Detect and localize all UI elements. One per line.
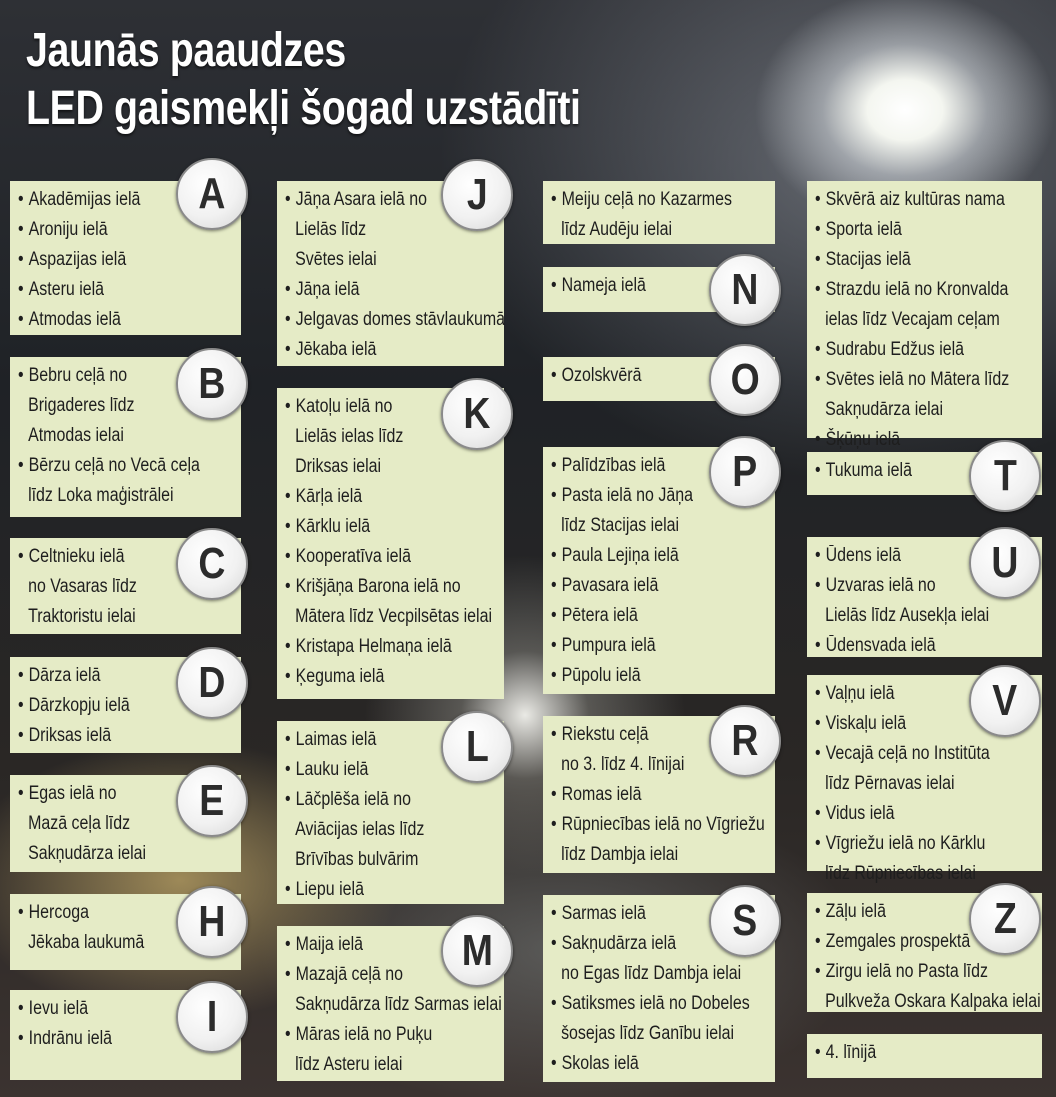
street-item <box>551 1049 736 1079</box>
street-item-line: Sakņudārza ielai <box>28 843 147 864</box>
street-item <box>551 780 736 810</box>
street-item-line: • Bebru ceļā no <box>18 361 202 391</box>
letter-badge-label: U <box>991 538 1019 587</box>
street-item-line: • Zemgales prospektā <box>815 927 1002 957</box>
street-item <box>285 392 466 482</box>
street-item <box>18 542 202 632</box>
street-item-line: • Stacijas ielā <box>815 245 1002 275</box>
letter-badge-label: O <box>730 355 760 404</box>
street-item-line: • Ievu ielā <box>18 994 202 1024</box>
street-item-line: • Aspazijas ielā <box>18 245 202 275</box>
letter-badge-s <box>709 885 781 957</box>
street-item-line: • Ūdens ielā <box>815 541 1002 571</box>
street-item-line: • Sudrabu Edžus ielā <box>815 335 1002 365</box>
street-item <box>285 512 466 542</box>
street-item-line: • Liepu ielā <box>285 875 466 905</box>
street-item-line: Lielās līdz Ausekļa ielai <box>825 605 990 626</box>
street-item-line: • Vaļņu ielā <box>815 679 1002 709</box>
street-item <box>551 929 742 989</box>
street-item-line: • Riekstu ceļā <box>551 720 736 750</box>
street-item <box>551 601 736 631</box>
street-item-line: • Tukuma ielā <box>815 456 1002 486</box>
street-item-line: • Mazajā ceļā no <box>285 960 466 990</box>
street-item-line: • 4. līnijā <box>815 1038 1002 1068</box>
street-item-line: Jēkaba laukumā <box>28 932 145 953</box>
street-item <box>285 572 493 632</box>
street-item <box>815 425 1002 455</box>
street-item-line: Aviācijas ielas līdz <box>295 819 425 840</box>
street-item <box>815 365 1010 425</box>
letter-badge-c <box>176 528 248 600</box>
street-item-line: • Romas ielā <box>551 780 736 810</box>
letter-badge-label: V <box>992 676 1018 725</box>
letter-badge-b <box>176 348 248 420</box>
street-item-line: šosejas līdz Ganību ielai <box>561 1023 735 1044</box>
letter-badge-m <box>441 915 513 987</box>
street-item <box>551 185 736 245</box>
street-item <box>815 215 1002 245</box>
street-item-line: • Lāčplēša ielā no <box>285 785 466 815</box>
letter-badge-j <box>441 159 513 231</box>
street-item-line: • Aroniju ielā <box>18 215 202 245</box>
letter-badge-label: K <box>463 389 491 438</box>
street-item <box>18 305 202 335</box>
headline-line-1: Jaunās paaudzes <box>26 24 346 77</box>
street-item <box>551 451 736 481</box>
street-item-line: • Jēkaba ielā <box>285 335 466 365</box>
street-item <box>285 662 466 692</box>
headline-line-2: LED gaismekļi šogad uzstādīti <box>26 82 581 135</box>
street-item-line: • Svētes ielā no Mātera līdz <box>815 365 1002 395</box>
letter-badge-label: L <box>465 722 489 771</box>
street-item-line: • Ķeguma ielā <box>285 662 466 692</box>
street-item-line: • Lauku ielā <box>285 755 466 785</box>
letter-badge-o <box>709 344 781 416</box>
street-item <box>551 661 736 691</box>
street-item <box>815 957 1041 1017</box>
street-item <box>285 875 466 905</box>
letter-badge-v <box>969 665 1041 737</box>
street-item <box>18 215 202 245</box>
street-item-line: • Pasta ielā no Jāņa <box>551 481 736 511</box>
street-item <box>551 989 750 1049</box>
street-item-line: Atmodas ielai <box>28 425 124 446</box>
street-item <box>551 631 736 661</box>
street-item <box>18 898 202 958</box>
street-item-line: Brigaderes līdz <box>28 395 135 416</box>
street-item-line: Driksas ielai <box>295 456 382 477</box>
street-item <box>18 721 202 751</box>
headline <box>26 22 581 138</box>
street-item-line: līdz Loka maģistrālei <box>28 485 174 506</box>
letter-badge-label: A <box>198 169 226 218</box>
street-item <box>285 275 466 305</box>
street-item-line: • Jelgavas domes stāvlaukumā <box>285 305 466 335</box>
street-item-line: • Pētera ielā <box>551 601 736 631</box>
street-item <box>18 185 202 215</box>
street-item <box>551 361 736 391</box>
street-item <box>551 271 736 301</box>
street-item-line: līdz Dambja ielai <box>561 844 679 865</box>
street-item-line: • Māras ielā no Puķu <box>285 1020 466 1050</box>
street-item <box>285 1020 466 1080</box>
letter-badge-n <box>709 254 781 326</box>
letter-badge-k <box>441 378 513 450</box>
letter-badge-e <box>176 765 248 837</box>
street-item <box>18 994 202 1024</box>
street-item-line: • Skvērā aiz kultūras nama <box>815 185 1002 215</box>
street-item-line: no Vasaras līdz <box>28 576 137 597</box>
letter-badge-d <box>176 647 248 719</box>
street-item-line: Mazā ceļa līdz <box>28 813 131 834</box>
letter-badge-a <box>176 158 248 230</box>
street-item <box>815 1038 1002 1068</box>
letter-badge-label: S <box>732 896 758 945</box>
street-item-line: no 3. līdz 4. līnijai <box>561 754 685 775</box>
street-item-line: • Rūpniecības ielā no Vīgriežu <box>551 810 736 840</box>
street-item-line: • Kārļa ielā <box>285 482 466 512</box>
letter-badge-label: E <box>199 776 225 825</box>
street-item-line: • Vidus ielā <box>815 799 1002 829</box>
street-item <box>285 632 466 662</box>
street-item <box>285 725 466 755</box>
street-item-line: • Pūpolu ielā <box>551 661 736 691</box>
street-item-line: • Zāļu ielā <box>815 897 1002 927</box>
letter-badge-t <box>969 440 1041 512</box>
street-item-line: • Palīdzības ielā <box>551 451 736 481</box>
street-item <box>285 335 466 365</box>
street-item <box>815 829 1002 889</box>
street-item-line: • Celtnieku ielā <box>18 542 202 572</box>
street-item <box>815 739 1002 799</box>
street-item-line: • Katoļu ielā no <box>285 392 466 422</box>
letter-section-s2 <box>807 181 1042 450</box>
street-item-line: • Jāņa Asara ielā no <box>285 185 466 215</box>
street-item <box>815 275 1009 335</box>
street-item <box>18 361 202 451</box>
street-item-line: • Kārklu ielā <box>285 512 466 542</box>
street-item-line: Sakņudārza ielai <box>825 399 944 420</box>
street-item-line: ielas līdz Vecajam ceļam <box>825 309 1000 330</box>
street-item <box>285 960 502 1020</box>
street-item <box>285 482 466 512</box>
street-item <box>285 785 466 875</box>
street-item-line: līdz Rūpniecības ielai <box>825 863 976 884</box>
street-item <box>815 185 1005 215</box>
street-item-line: Svētes ielai <box>295 249 377 270</box>
street-item-line: • Sakņudārza ielā <box>551 929 736 959</box>
street-item-line: • Pumpura ielā <box>551 631 736 661</box>
street-item-line: • Krišjāņa Barona ielā no <box>285 572 466 602</box>
street-item-line: • Dārzkopju ielā <box>18 691 202 721</box>
street-item <box>551 541 736 571</box>
street-item-line: • Bērzu ceļā no Vecā ceļa <box>18 451 202 481</box>
letter-badge-label: H <box>198 897 226 946</box>
street-item-line: • Vīgriežu ielā no Kārklu <box>815 829 1002 859</box>
street-item-line: • Kristapa Helmaņa ielā <box>285 632 466 662</box>
street-item <box>18 691 202 721</box>
letter-badge-p <box>709 436 781 508</box>
street-item-line: līdz Stacijas ielai <box>561 515 680 536</box>
street-item <box>815 335 1002 365</box>
street-item <box>285 305 506 335</box>
letter-badge-label: J <box>466 170 488 219</box>
street-item-line: • Nameja ielā <box>551 271 736 301</box>
street-item-line: līdz Asteru ielai <box>295 1054 403 1075</box>
street-list <box>543 181 775 245</box>
street-item <box>18 245 202 275</box>
letter-badge-label: P <box>732 447 758 496</box>
street-item-line: • Skolas ielā <box>551 1049 736 1079</box>
street-item <box>815 631 1002 661</box>
street-item-line: • Driksas ielā <box>18 721 202 751</box>
street-item-line: • Strazdu ielā no Kronvalda <box>815 275 1002 305</box>
street-list <box>807 1034 1042 1068</box>
letter-badge-z <box>969 883 1041 955</box>
street-item-line: Brīvības bulvārim <box>295 849 419 870</box>
letter-badge-r <box>709 705 781 777</box>
letter-badge-label: D <box>198 658 226 707</box>
street-item-line: • Jāņa ielā <box>285 275 466 305</box>
street-item <box>815 799 1002 829</box>
street-item <box>285 930 466 960</box>
letter-badge-label: I <box>206 992 218 1041</box>
letter-badge-i <box>176 981 248 1053</box>
letter-badge-label: B <box>198 359 226 408</box>
letter-badge-label: R <box>731 716 759 765</box>
street-item-line: • Akadēmijas ielā <box>18 185 202 215</box>
street-item-line: • Viskaļu ielā <box>815 709 1002 739</box>
street-item-line: • Asteru ielā <box>18 275 202 305</box>
letter-badge-l <box>441 711 513 783</box>
letter-badge-label: N <box>731 265 759 314</box>
street-item-line: • Sarmas ielā <box>551 899 736 929</box>
street-item <box>18 661 202 691</box>
street-item <box>551 720 736 780</box>
street-item-line: • Egas ielā no <box>18 779 202 809</box>
street-item-line: • Ūdensvada ielā <box>815 631 1002 661</box>
letter-badge-h <box>176 886 248 958</box>
street-item <box>18 1024 202 1054</box>
street-item-line: Mātera līdz Vecpilsētas ielai <box>295 606 493 627</box>
letter-badge-label: Z <box>993 894 1017 943</box>
street-item <box>551 899 736 929</box>
street-item-line: • Atmodas ielā <box>18 305 202 335</box>
street-item-line: • Sporta ielā <box>815 215 1002 245</box>
street-list <box>807 181 1042 455</box>
street-item-line: • Hercoga <box>18 898 202 928</box>
letter-section-z2 <box>807 1034 1042 1078</box>
street-item-line: • Vecajā ceļā no Institūta <box>815 739 1002 769</box>
street-item-line: Sakņudārza līdz Sarmas ielai <box>295 994 502 1015</box>
street-item <box>18 275 202 305</box>
street-item-line: Traktoristu ielai <box>28 606 136 627</box>
street-item <box>18 451 202 511</box>
street-item-line: no Egas līdz Dambja ielai <box>561 963 742 984</box>
street-item <box>815 245 1002 275</box>
street-item-line: līdz Audēju ielai <box>561 219 672 240</box>
street-item-line: • Maija ielā <box>285 930 466 960</box>
street-item <box>285 755 466 785</box>
street-item-line: • Šķūņu ielā <box>815 425 1002 455</box>
street-item-line: • Laimas ielā <box>285 725 466 755</box>
street-item-line: • Pavasara ielā <box>551 571 736 601</box>
street-item-line: Lielās ielas līdz <box>295 426 404 447</box>
street-item <box>285 185 466 275</box>
street-item-line: • Indrānu ielā <box>18 1024 202 1054</box>
letter-section-m2 <box>543 181 775 244</box>
letter-badge-label: T <box>993 451 1017 500</box>
street-item-line: • Uzvaras ielā no <box>815 571 1002 601</box>
street-item-line: • Kooperatīva ielā <box>285 542 466 572</box>
street-item <box>18 779 202 869</box>
street-item <box>551 481 736 541</box>
street-item-line: līdz Pērnavas ielai <box>825 773 955 794</box>
letter-badge-label: C <box>198 539 226 588</box>
street-item <box>551 571 736 601</box>
street-item-line: Pulkveža Oskara Kalpaka ielai <box>825 991 1041 1012</box>
letter-badge-u <box>969 527 1041 599</box>
street-item-line: • Paula Lejiņa ielā <box>551 541 736 571</box>
street-item-line: • Meiju ceļā no Kazarmes <box>551 185 736 215</box>
street-item-line: • Ozolskvērā <box>551 361 736 391</box>
street-item <box>285 542 466 572</box>
street-item-line: • Satiksmes ielā no Dobeles <box>551 989 736 1019</box>
letter-badge-label: M <box>461 926 493 975</box>
street-item-line: • Zirgu ielā no Pasta līdz <box>815 957 1002 987</box>
street-item-line: Lielās līdz <box>295 219 367 240</box>
street-item <box>551 810 765 870</box>
street-item-line: • Dārza ielā <box>18 661 202 691</box>
